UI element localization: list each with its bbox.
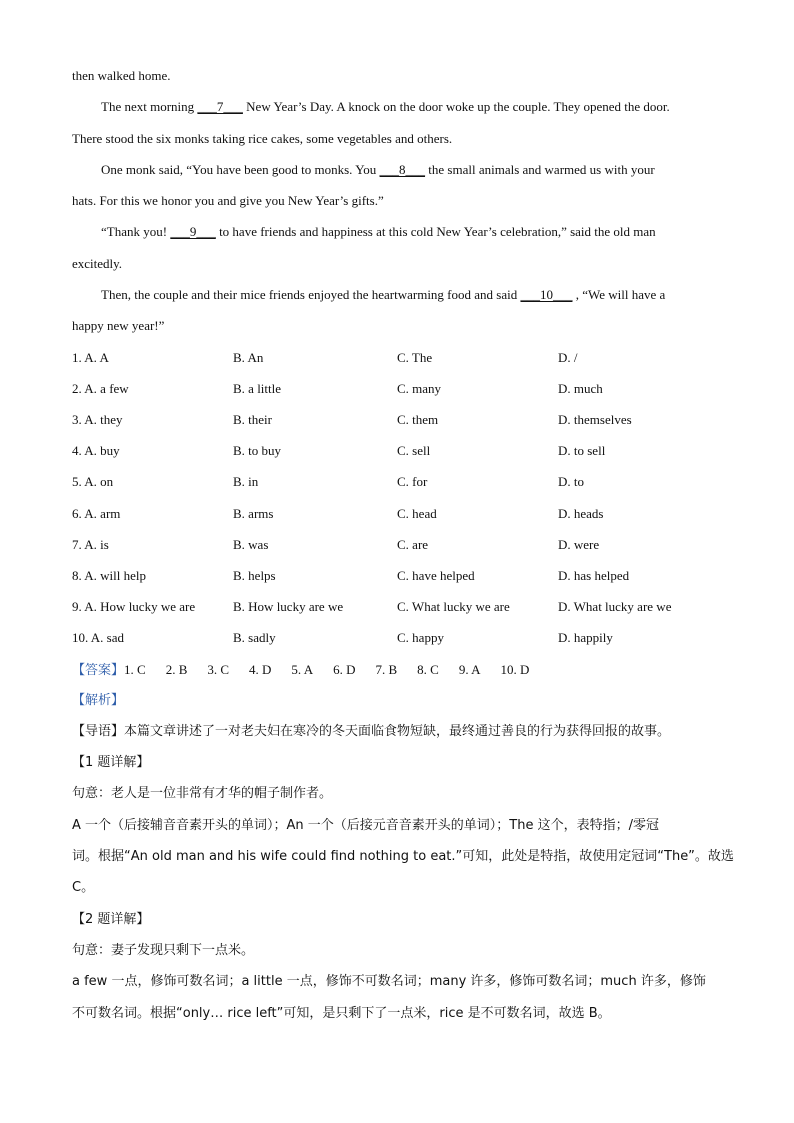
- passage-line: The next morning ___7___ New Year’s Day. A knock on the door woke up the couple. They opened the door.: [101, 99, 670, 115]
- option-a: 2. A. a few: [72, 380, 129, 396]
- passage-line: One monk said, “You have been good to monks. You ___8___ the small animals and warmed us with your: [101, 161, 655, 177]
- option-d: D. much: [558, 380, 603, 396]
- option-b: B. sadly: [233, 630, 276, 646]
- option-a: 8. A. will help: [72, 567, 147, 583]
- q2-explanation-line: 不可数名词。根据“only… rice left”可知，是只剩下了一点米，rice 是不可数名词，故选 B。: [72, 1005, 611, 1021]
- option-a: 3. A. they: [72, 412, 123, 428]
- option-b: B. was: [233, 536, 269, 552]
- analysis-label: 【解析】: [72, 692, 125, 708]
- question-row: [72, 622, 722, 653]
- option-b: B. their: [233, 412, 272, 428]
- option-a: 5. A. on: [72, 474, 114, 490]
- answer-item: 3. C: [207, 661, 230, 677]
- option-d: D. has helped: [558, 567, 630, 583]
- option-a: 6. A. arm: [72, 505, 121, 521]
- option-d: D. themselves: [558, 412, 632, 428]
- option-b: B. An: [233, 349, 264, 365]
- option-d: D. /: [558, 349, 578, 365]
- answer-key-label: 【答案】: [72, 662, 125, 678]
- blank-8: ___8___: [379, 161, 426, 177]
- passage-line: excitedly.: [72, 255, 123, 271]
- answer-item: 7. B: [375, 661, 398, 677]
- answer-item: 5. A: [291, 661, 314, 677]
- option-a: 4. A. buy: [72, 443, 120, 459]
- passage-line: happy new year!”: [72, 318, 165, 334]
- answer-item: 9. A: [458, 661, 481, 677]
- q1-title: 【1 题详解】: [72, 755, 150, 771]
- option-c: C. for: [397, 474, 428, 490]
- option-c: C. head: [397, 505, 437, 521]
- option-d: D. heads: [558, 505, 604, 521]
- option-b: B. helps: [233, 567, 276, 583]
- q1-explanation-line: A 一个（后接辅音音素开头的单词）；An 一个（后接元音音素开头的单词）；The 这个，表特指；/零冠: [72, 817, 659, 833]
- passage-line: There stood the six monks taking rice cakes, some vegetables and others.: [72, 130, 453, 146]
- option-c: C. have helped: [397, 567, 475, 583]
- option-c: C. are: [397, 536, 429, 552]
- option-b: B. to buy: [233, 443, 282, 459]
- option-a: 7. A. is: [72, 536, 109, 552]
- analysis-intro: 【导语】本篇文章讲述了一对老夫妇在寒冷的冬天面临食物短缺，最终通过善良的行为获得回报的故事。: [72, 723, 671, 739]
- question-row: [72, 498, 722, 529]
- option-a: 9. A. How lucky we are: [72, 599, 196, 615]
- answer-item: 2. B: [165, 661, 188, 677]
- passage-line: “Thank you! ___9___ to have friends and happiness at this cold New Year’s celebration,” said the old man: [101, 224, 656, 240]
- option-b: B. arms: [233, 505, 274, 521]
- option-c: C. The: [397, 349, 433, 365]
- document-page: [72, 60, 734, 1029]
- passage-line: hats. For this we honor you and give you New Year’s gifts.”: [72, 193, 384, 209]
- option-d: D. happily: [558, 630, 613, 646]
- question-row: [72, 529, 722, 560]
- option-d: D. to sell: [558, 443, 606, 459]
- q2-title: 【2 题详解】: [72, 911, 150, 927]
- q1-explanation-line: C。: [72, 880, 95, 896]
- question-row: [72, 404, 722, 435]
- option-c: C. What lucky we are: [397, 599, 510, 615]
- option-c: C. them: [397, 412, 439, 428]
- option-a: 10. A. sad: [72, 630, 124, 646]
- option-c: C. many: [397, 380, 442, 396]
- answer-item: 1. C: [124, 661, 146, 677]
- q2-explanation-line: a few 一点，修饰可数名词；a little 一点，修饰不可数名词；many 许多，修饰可数名词；much 许多，修饰: [72, 974, 706, 990]
- question-row: [72, 560, 722, 591]
- q2-meaning: 句意：妻子发现只剩下一点米。: [72, 942, 255, 958]
- blank-7: ___7___: [197, 99, 243, 115]
- answer-item: 8. C: [417, 661, 439, 677]
- q1-meaning: 句意：老人是一位非常有才华的帽子制作者。: [72, 786, 333, 802]
- answer-item: 10. D: [500, 661, 530, 677]
- answer-item: 4. D: [249, 661, 272, 677]
- blank-10: ___10___: [520, 287, 573, 303]
- question-row: [72, 435, 722, 466]
- option-d: D. to: [558, 474, 584, 490]
- question-row: [72, 591, 722, 622]
- option-c: C. happy: [397, 630, 444, 646]
- answer-key: [72, 654, 722, 685]
- option-b: B. a little: [233, 380, 282, 396]
- option-d: D. What lucky are we: [558, 599, 672, 615]
- question-row: [72, 466, 722, 497]
- option-d: D. were: [558, 536, 600, 552]
- option-a: 1. A. A: [72, 349, 109, 365]
- question-options: [72, 342, 722, 654]
- question-row: [72, 342, 722, 373]
- option-c: C. sell: [397, 443, 431, 459]
- blank-9: ___9___: [170, 224, 216, 240]
- question-row: [72, 373, 722, 404]
- passage-line: then walked home.: [72, 68, 171, 83]
- option-b: B. in: [233, 474, 259, 490]
- answer-item: 6. D: [333, 661, 356, 677]
- q1-explanation-line: 词。根据“An old man and his wife could find nothing to eat.”可知，此处是特指，故使用定冠词“The”。故选: [72, 849, 734, 865]
- option-b: B. How lucky are we: [233, 599, 344, 615]
- passage-line: Then, the couple and their mice friends enjoyed the heartwarming food and said ___10___ , “We will have a: [101, 287, 666, 303]
